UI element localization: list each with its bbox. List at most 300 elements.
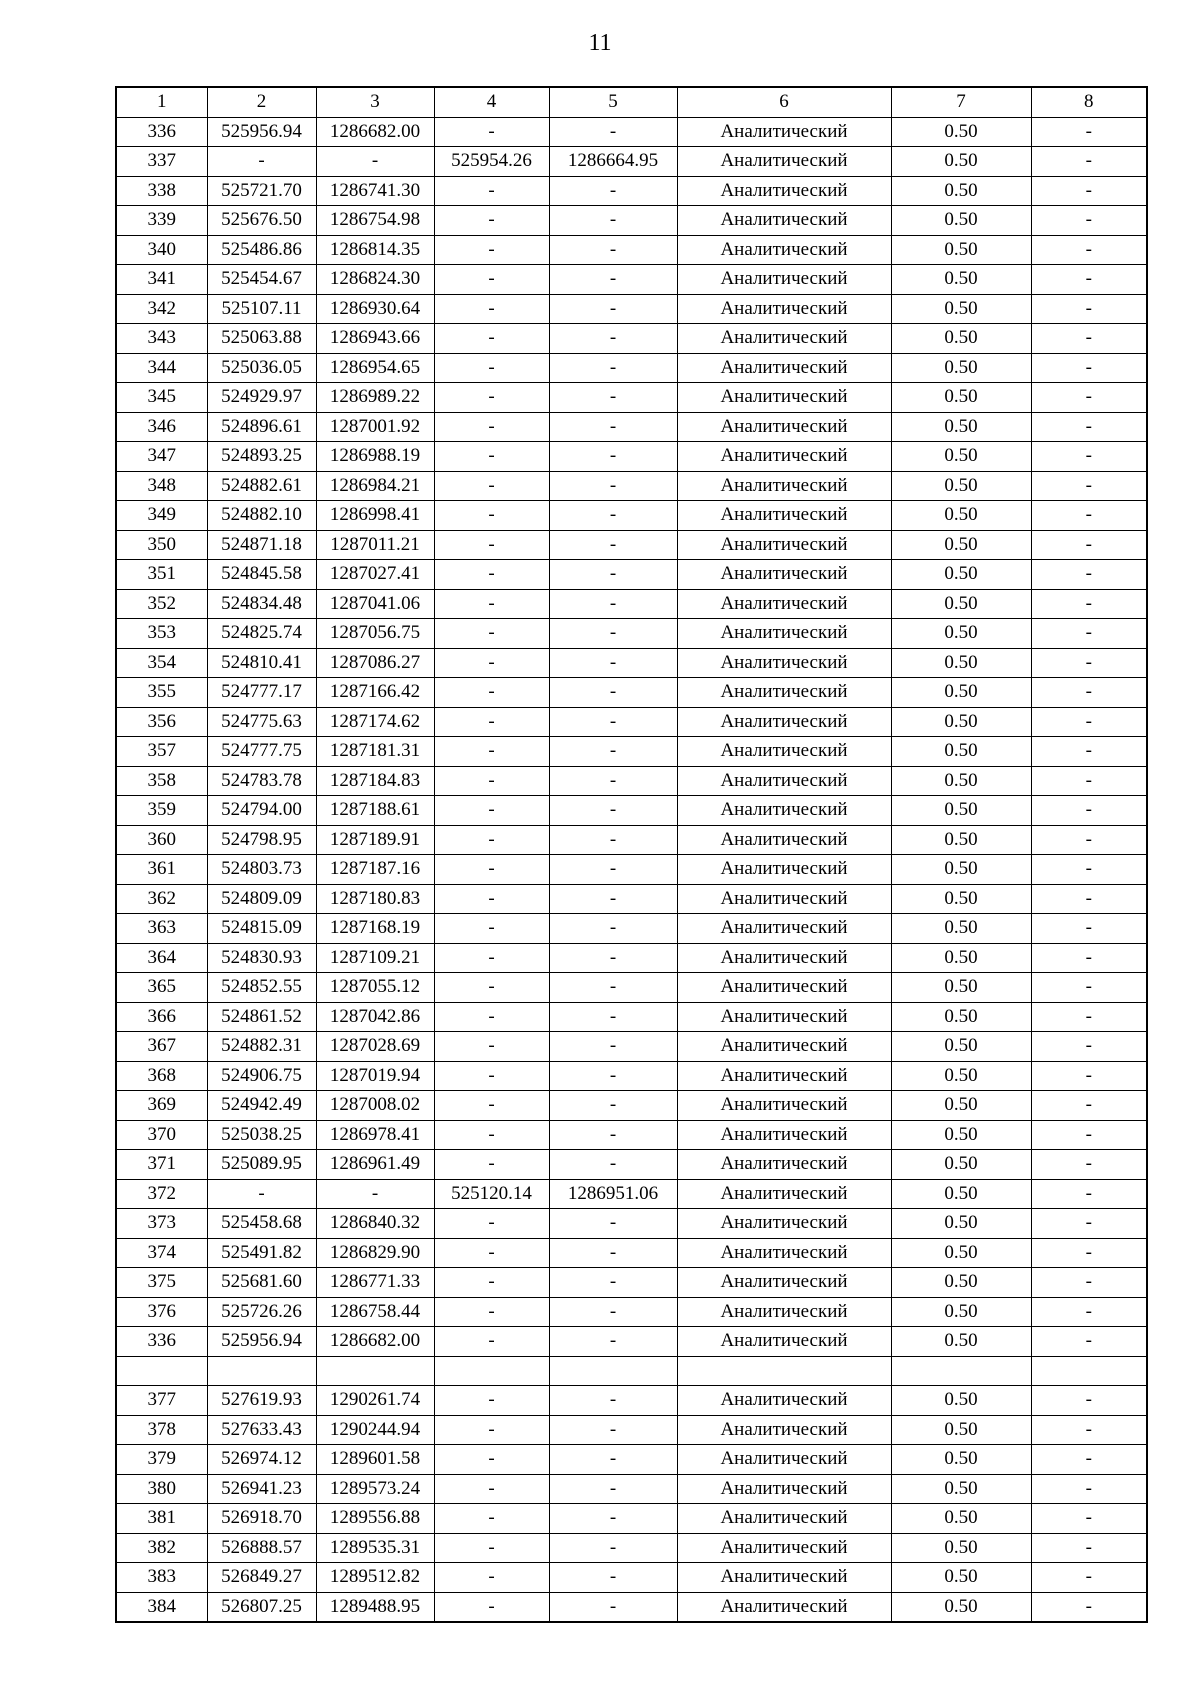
- cell-x-coordinate-alt: -: [434, 412, 549, 442]
- cell-x-coordinate-alt: -: [434, 383, 549, 413]
- cell-y-coordinate: 1286754.98: [316, 206, 434, 236]
- cell-y-coordinate-alt: -: [549, 471, 677, 501]
- cell-method: Аналитический: [677, 1474, 891, 1504]
- cell-y-coordinate: 1287056.75: [316, 619, 434, 649]
- cell-x-coordinate: 524893.25: [207, 442, 316, 472]
- cell-x-coordinate-alt: -: [434, 707, 549, 737]
- cell-x-coordinate-alt: -: [434, 914, 549, 944]
- cell-method: Аналитический: [677, 1002, 891, 1032]
- cell-y-coordinate-alt: -: [549, 1415, 677, 1445]
- table-row: [116, 884, 1147, 914]
- cell-method: Аналитический: [677, 1386, 891, 1416]
- cell-precision: 0.50: [891, 530, 1031, 560]
- cell-point-number: 345: [116, 383, 207, 413]
- cell-y-coordinate-alt: -: [549, 442, 677, 472]
- cell-x-coordinate: 524882.61: [207, 471, 316, 501]
- cell-x-coordinate: 524803.73: [207, 855, 316, 885]
- table-body: [116, 87, 1147, 1622]
- cell-y-coordinate-alt: 1286664.95: [549, 147, 677, 177]
- cell-x-coordinate: 524777.75: [207, 737, 316, 767]
- cell-x-coordinate-alt: -: [434, 1415, 549, 1445]
- cell-x-coordinate: 524929.97: [207, 383, 316, 413]
- cell-x-coordinate: 524861.52: [207, 1002, 316, 1032]
- cell-x-coordinate: 525454.67: [207, 265, 316, 295]
- page-number: 11: [588, 30, 612, 56]
- cell-y-coordinate-alt: -: [549, 619, 677, 649]
- cell-x-coordinate-alt: -: [434, 1297, 549, 1327]
- cell-y-coordinate: 1287011.21: [316, 530, 434, 560]
- cell-y-coordinate: 1287055.12: [316, 973, 434, 1003]
- cell-precision: 0.50: [891, 589, 1031, 619]
- cell-method: Аналитический: [677, 1120, 891, 1150]
- table-row: [116, 530, 1147, 560]
- table-row: [116, 796, 1147, 826]
- cell-note: -: [1031, 530, 1147, 560]
- cell-method: Аналитический: [677, 737, 891, 767]
- cell-x-coordinate-alt: -: [434, 1209, 549, 1239]
- table-row: [116, 1209, 1147, 1239]
- table-row: [116, 1150, 1147, 1180]
- cell-precision: 0.50: [891, 206, 1031, 236]
- cell-y-coordinate: 1287168.19: [316, 914, 434, 944]
- cell-y-coordinate-alt: -: [549, 1386, 677, 1416]
- cell-y-coordinate: 1286989.22: [316, 383, 434, 413]
- cell-y-coordinate: 1286998.41: [316, 501, 434, 531]
- cell-method: Аналитический: [677, 206, 891, 236]
- table-row: [116, 1445, 1147, 1475]
- cell-method: Аналитический: [677, 1209, 891, 1239]
- cell-precision: 0.50: [891, 825, 1031, 855]
- cell-x-coordinate-alt: -: [434, 442, 549, 472]
- cell-precision: 0.50: [891, 1327, 1031, 1357]
- cell-y-coordinate-alt: -: [549, 678, 677, 708]
- cell-point-number: 379: [116, 1445, 207, 1475]
- table-row: [116, 147, 1147, 177]
- cell-x-coordinate-alt: -: [434, 1445, 549, 1475]
- table-row: [116, 1297, 1147, 1327]
- cell-x-coordinate: 524882.10: [207, 501, 316, 531]
- cell-y-coordinate: 1289573.24: [316, 1474, 434, 1504]
- cell-x-coordinate: 524906.75: [207, 1061, 316, 1091]
- table-row: [116, 1032, 1147, 1062]
- cell-precision: 0.50: [891, 1592, 1031, 1622]
- cell-point-number: 337: [116, 147, 207, 177]
- cell-method: Аналитический: [677, 1533, 891, 1563]
- cell-y-coordinate-alt: -: [549, 825, 677, 855]
- cell-point-number: 347: [116, 442, 207, 472]
- cell-precision: 0.50: [891, 1268, 1031, 1298]
- cell-x-coordinate-alt: [434, 1356, 549, 1386]
- cell-note: -: [1031, 324, 1147, 354]
- cell-y-coordinate-alt: -: [549, 973, 677, 1003]
- cell-precision: 0.50: [891, 176, 1031, 206]
- cell-y-coordinate-alt: -: [549, 1120, 677, 1150]
- table-row: [116, 1533, 1147, 1563]
- cell-x-coordinate: 527633.43: [207, 1415, 316, 1445]
- cell-y-coordinate-alt: -: [549, 766, 677, 796]
- cell-x-coordinate-alt: -: [434, 1563, 549, 1593]
- table-row: [116, 383, 1147, 413]
- cell-precision: 0.50: [891, 147, 1031, 177]
- table-row: [116, 1268, 1147, 1298]
- cell-x-coordinate-alt: -: [434, 501, 549, 531]
- cell-x-coordinate: 524798.95: [207, 825, 316, 855]
- cell-y-coordinate-alt: -: [549, 1150, 677, 1180]
- cell-note: -: [1031, 589, 1147, 619]
- cell-method: Аналитический: [677, 560, 891, 590]
- cell-y-coordinate: 1290244.94: [316, 1415, 434, 1445]
- cell-y-coordinate-alt: -: [549, 206, 677, 236]
- cell-point-number: 340: [116, 235, 207, 265]
- cell-y-coordinate-alt: -: [549, 412, 677, 442]
- cell-point-number: 339: [116, 206, 207, 236]
- cell-y-coordinate-alt: -: [549, 353, 677, 383]
- cell-note: -: [1031, 1238, 1147, 1268]
- cell-method: Аналитический: [677, 501, 891, 531]
- cell-precision: 0.50: [891, 501, 1031, 531]
- table-row: [116, 678, 1147, 708]
- cell-x-coordinate: 524896.61: [207, 412, 316, 442]
- column-header-6: 6: [677, 87, 891, 117]
- cell-y-coordinate-alt: -: [549, 1592, 677, 1622]
- cell-method: Аналитический: [677, 1268, 891, 1298]
- cell-method: Аналитический: [677, 147, 891, 177]
- cell-y-coordinate-alt: -: [549, 1238, 677, 1268]
- table-row: [116, 855, 1147, 885]
- cell-note: -: [1031, 442, 1147, 472]
- cell-precision: 0.50: [891, 707, 1031, 737]
- cell-x-coordinate-alt: -: [434, 973, 549, 1003]
- cell-y-coordinate-alt: -: [549, 1563, 677, 1593]
- cell-method: Аналитический: [677, 1238, 891, 1268]
- cell-precision: 0.50: [891, 471, 1031, 501]
- cell-x-coordinate-alt: -: [434, 294, 549, 324]
- table-row: [116, 825, 1147, 855]
- cell-x-coordinate-alt: -: [434, 530, 549, 560]
- cell-method: Аналитический: [677, 884, 891, 914]
- cell-method: Аналитический: [677, 412, 891, 442]
- cell-y-coordinate: 1287042.86: [316, 1002, 434, 1032]
- table-row: [116, 265, 1147, 295]
- cell-method: Аналитический: [677, 383, 891, 413]
- cell-note: -: [1031, 1268, 1147, 1298]
- cell-x-coordinate-alt: -: [434, 1592, 549, 1622]
- cell-precision: 0.50: [891, 324, 1031, 354]
- cell-precision: 0.50: [891, 973, 1031, 1003]
- cell-y-coordinate: 1289512.82: [316, 1563, 434, 1593]
- cell-x-coordinate: 525726.26: [207, 1297, 316, 1327]
- table-row: [116, 324, 1147, 354]
- cell-note: -: [1031, 501, 1147, 531]
- cell-x-coordinate-alt: 525954.26: [434, 147, 549, 177]
- cell-y-coordinate-alt: -: [549, 737, 677, 767]
- table-row: [116, 1179, 1147, 1209]
- cell-y-coordinate: 1287188.61: [316, 796, 434, 826]
- cell-point-number: 381: [116, 1504, 207, 1534]
- cell-y-coordinate-alt: -: [549, 943, 677, 973]
- cell-x-coordinate: 524845.58: [207, 560, 316, 590]
- cell-x-coordinate-alt: -: [434, 1061, 549, 1091]
- cell-precision: 0.50: [891, 678, 1031, 708]
- cell-precision: 0.50: [891, 1238, 1031, 1268]
- cell-method: Аналитический: [677, 796, 891, 826]
- cell-note: -: [1031, 235, 1147, 265]
- cell-y-coordinate-alt: -: [549, 1327, 677, 1357]
- cell-point-number: 377: [116, 1386, 207, 1416]
- cell-y-coordinate: 1286943.66: [316, 324, 434, 354]
- cell-note: -: [1031, 943, 1147, 973]
- cell-point-number: 359: [116, 796, 207, 826]
- cell-x-coordinate-alt: -: [434, 560, 549, 590]
- cell-x-coordinate-alt: -: [434, 1150, 549, 1180]
- cell-x-coordinate-alt: -: [434, 353, 549, 383]
- cell-x-coordinate: 524882.31: [207, 1032, 316, 1062]
- cell-y-coordinate-alt: -: [549, 1209, 677, 1239]
- cell-precision: 0.50: [891, 1002, 1031, 1032]
- cell-precision: 0.50: [891, 1091, 1031, 1121]
- cell-y-coordinate: 1286814.35: [316, 235, 434, 265]
- cell-x-coordinate: 524794.00: [207, 796, 316, 826]
- table-row: [116, 235, 1147, 265]
- cell-method: Аналитический: [677, 914, 891, 944]
- cell-x-coordinate: 525036.05: [207, 353, 316, 383]
- cell-x-coordinate-alt: -: [434, 1002, 549, 1032]
- table-row: [116, 1386, 1147, 1416]
- cell-y-coordinate: 1286682.00: [316, 1327, 434, 1357]
- cell-note: -: [1031, 1150, 1147, 1180]
- cell-note: -: [1031, 1445, 1147, 1475]
- cell-method: Аналитический: [677, 471, 891, 501]
- cell-y-coordinate: -: [316, 1179, 434, 1209]
- cell-x-coordinate-alt: -: [434, 648, 549, 678]
- cell-x-coordinate: 527619.93: [207, 1386, 316, 1416]
- table-row: [116, 1474, 1147, 1504]
- cell-y-coordinate: 1289601.58: [316, 1445, 434, 1475]
- cell-method: Аналитический: [677, 766, 891, 796]
- cell-point-number: 382: [116, 1533, 207, 1563]
- cell-precision: 0.50: [891, 1563, 1031, 1593]
- cell-y-coordinate: 1287166.42: [316, 678, 434, 708]
- cell-note: -: [1031, 1032, 1147, 1062]
- cell-note: -: [1031, 1209, 1147, 1239]
- cell-x-coordinate: 526807.25: [207, 1592, 316, 1622]
- cell-x-coordinate: 525486.86: [207, 235, 316, 265]
- cell-note: -: [1031, 1592, 1147, 1622]
- table-row: [116, 589, 1147, 619]
- cell-y-coordinate-alt: 1286951.06: [549, 1179, 677, 1209]
- cell-point-number: 367: [116, 1032, 207, 1062]
- table-row: [116, 1120, 1147, 1150]
- cell-note: -: [1031, 560, 1147, 590]
- cell-note: -: [1031, 619, 1147, 649]
- cell-x-coordinate-alt: -: [434, 1120, 549, 1150]
- cell-note: [1031, 1356, 1147, 1386]
- cell-y-coordinate: 1287181.31: [316, 737, 434, 767]
- cell-precision: 0.50: [891, 442, 1031, 472]
- cell-x-coordinate: 524783.78: [207, 766, 316, 796]
- cell-y-coordinate-alt: -: [549, 1297, 677, 1327]
- cell-y-coordinate: 1286930.64: [316, 294, 434, 324]
- cell-point-number: 346: [116, 412, 207, 442]
- cell-y-coordinate: [316, 1356, 434, 1386]
- cell-point-number: 374: [116, 1238, 207, 1268]
- cell-y-coordinate: 1286824.30: [316, 265, 434, 295]
- cell-y-coordinate: 1286682.00: [316, 117, 434, 147]
- cell-y-coordinate-alt: -: [549, 117, 677, 147]
- table-row: [116, 943, 1147, 973]
- table-row: [116, 766, 1147, 796]
- cell-method: Аналитический: [677, 1179, 891, 1209]
- cell-point-number: 365: [116, 973, 207, 1003]
- cell-y-coordinate-alt: -: [549, 383, 677, 413]
- cell-note: -: [1031, 737, 1147, 767]
- cell-x-coordinate: 525089.95: [207, 1150, 316, 1180]
- cell-method: Аналитический: [677, 353, 891, 383]
- cell-method: Аналитический: [677, 678, 891, 708]
- cell-y-coordinate: 1287008.02: [316, 1091, 434, 1121]
- cell-y-coordinate: 1290261.74: [316, 1386, 434, 1416]
- cell-precision: 0.50: [891, 914, 1031, 944]
- cell-method: Аналитический: [677, 973, 891, 1003]
- cell-precision: 0.50: [891, 412, 1031, 442]
- column-header-1: 1: [116, 87, 207, 117]
- coordinates-table: [115, 86, 1148, 1623]
- cell-note: -: [1031, 117, 1147, 147]
- cell-method: Аналитический: [677, 117, 891, 147]
- column-header-7: 7: [891, 87, 1031, 117]
- cell-y-coordinate-alt: -: [549, 265, 677, 295]
- cell-point-number: 384: [116, 1592, 207, 1622]
- cell-x-coordinate-alt: -: [434, 471, 549, 501]
- cell-x-coordinate-alt: -: [434, 265, 549, 295]
- cell-point-number: 378: [116, 1415, 207, 1445]
- table-row: [116, 1002, 1147, 1032]
- table-row: [116, 206, 1147, 236]
- cell-y-coordinate: 1287028.69: [316, 1032, 434, 1062]
- table-header-row: [116, 87, 1147, 117]
- cell-point-number: 371: [116, 1150, 207, 1180]
- cell-method: Аналитический: [677, 1504, 891, 1534]
- cell-point-number: 370: [116, 1120, 207, 1150]
- cell-y-coordinate: 1286840.32: [316, 1209, 434, 1239]
- cell-point-number: 372: [116, 1179, 207, 1209]
- table-row: [116, 1238, 1147, 1268]
- cell-y-coordinate: 1289556.88: [316, 1504, 434, 1534]
- cell-note: -: [1031, 206, 1147, 236]
- cell-y-coordinate-alt: -: [549, 1268, 677, 1298]
- cell-y-coordinate: 1286829.90: [316, 1238, 434, 1268]
- cell-y-coordinate-alt: -: [549, 648, 677, 678]
- cell-method: Аналитический: [677, 619, 891, 649]
- cell-y-coordinate: 1287180.83: [316, 884, 434, 914]
- cell-precision: 0.50: [891, 1386, 1031, 1416]
- cell-x-coordinate: 524815.09: [207, 914, 316, 944]
- cell-method: Аналитический: [677, 1563, 891, 1593]
- cell-x-coordinate-alt: -: [434, 206, 549, 236]
- cell-precision: 0.50: [891, 383, 1031, 413]
- cell-y-coordinate: -: [316, 147, 434, 177]
- table-row: [116, 560, 1147, 590]
- cell-method: Аналитический: [677, 1445, 891, 1475]
- cell-method: Аналитический: [677, 1592, 891, 1622]
- cell-precision: 0.50: [891, 1120, 1031, 1150]
- cell-method: Аналитический: [677, 530, 891, 560]
- cell-y-coordinate: 1286771.33: [316, 1268, 434, 1298]
- cell-precision: 0.50: [891, 117, 1031, 147]
- table-row: [116, 353, 1147, 383]
- cell-point-number: 375: [116, 1268, 207, 1298]
- cell-x-coordinate: 524825.74: [207, 619, 316, 649]
- cell-x-coordinate-alt: -: [434, 1327, 549, 1357]
- column-header-8: 8: [1031, 87, 1147, 117]
- cell-precision: 0.50: [891, 1061, 1031, 1091]
- cell-x-coordinate-alt: -: [434, 884, 549, 914]
- cell-point-number: 336: [116, 1327, 207, 1357]
- cell-y-coordinate: 1287109.21: [316, 943, 434, 973]
- cell-note: -: [1031, 1533, 1147, 1563]
- cell-point-number: 350: [116, 530, 207, 560]
- cell-x-coordinate: 525681.60: [207, 1268, 316, 1298]
- cell-note: -: [1031, 471, 1147, 501]
- cell-precision: 0.50: [891, 648, 1031, 678]
- cell-precision: 0.50: [891, 1504, 1031, 1534]
- cell-precision: 0.50: [891, 1445, 1031, 1475]
- cell-method: Аналитический: [677, 825, 891, 855]
- cell-note: -: [1031, 1386, 1147, 1416]
- cell-precision: 0.50: [891, 796, 1031, 826]
- column-header-4: 4: [434, 87, 549, 117]
- table-row: [116, 707, 1147, 737]
- cell-x-coordinate-alt: -: [434, 1386, 549, 1416]
- cell-precision: [891, 1356, 1031, 1386]
- cell-point-number: 357: [116, 737, 207, 767]
- cell-y-coordinate-alt: -: [549, 707, 677, 737]
- cell-x-coordinate: 524871.18: [207, 530, 316, 560]
- cell-precision: 0.50: [891, 1415, 1031, 1445]
- cell-point-number: 351: [116, 560, 207, 590]
- cell-y-coordinate: 1286961.49: [316, 1150, 434, 1180]
- cell-method: Аналитический: [677, 1091, 891, 1121]
- cell-precision: 0.50: [891, 265, 1031, 295]
- cell-y-coordinate-alt: -: [549, 1061, 677, 1091]
- cell-point-number: 376: [116, 1297, 207, 1327]
- cell-y-coordinate-alt: -: [549, 589, 677, 619]
- cell-precision: 0.50: [891, 1032, 1031, 1062]
- table-row: [116, 1327, 1147, 1357]
- cell-y-coordinate-alt: -: [549, 1091, 677, 1121]
- cell-note: -: [1031, 825, 1147, 855]
- table-row: [116, 442, 1147, 472]
- table-row: [116, 619, 1147, 649]
- cell-note: -: [1031, 1120, 1147, 1150]
- cell-note: -: [1031, 914, 1147, 944]
- cell-x-coordinate: 526941.23: [207, 1474, 316, 1504]
- cell-y-coordinate: 1287187.16: [316, 855, 434, 885]
- column-header-3: 3: [316, 87, 434, 117]
- cell-point-number: 341: [116, 265, 207, 295]
- cell-x-coordinate-alt: -: [434, 324, 549, 354]
- cell-point-number: [116, 1356, 207, 1386]
- cell-note: -: [1031, 766, 1147, 796]
- cell-x-coordinate-alt: -: [434, 678, 549, 708]
- cell-point-number: 349: [116, 501, 207, 531]
- cell-x-coordinate: -: [207, 147, 316, 177]
- cell-x-coordinate-alt: -: [434, 117, 549, 147]
- table-row: [116, 1592, 1147, 1622]
- cell-method: Аналитический: [677, 707, 891, 737]
- cell-method: Аналитический: [677, 235, 891, 265]
- cell-point-number: 368: [116, 1061, 207, 1091]
